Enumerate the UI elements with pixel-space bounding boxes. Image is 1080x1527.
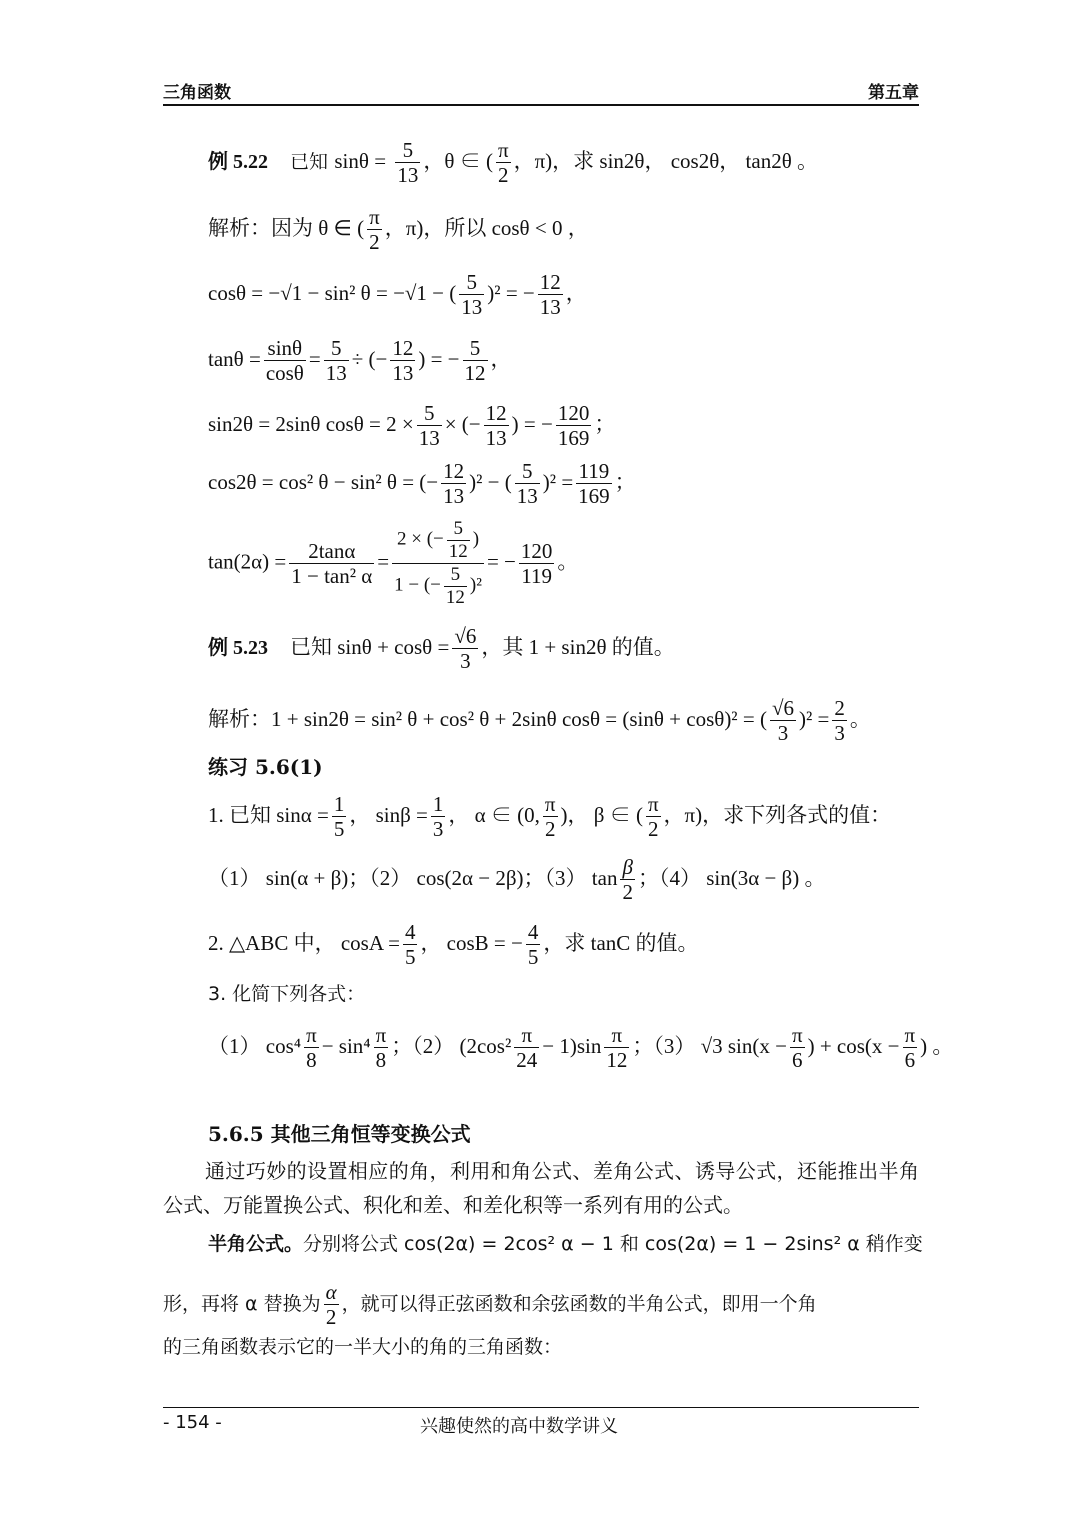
example-5-22: 例 5.22 已知 sinθ = $\frac{5}{13}$ ，θ ∈ ( $\frac{\pi}{2}$ ，π)，求 sin2θ， cos2θ， tan2θ 。 — [208, 138, 819, 188]
practice-question-2: 2. △ABC 中， cosA = $\frac{4}{5}$ ， cosB = − $\frac{4}{5}$ ，求 tanC 的值。 — [208, 920, 699, 970]
practice-title: 练习 5.6(1) — [208, 755, 323, 779]
page-number: - 154 - — [163, 1412, 222, 1433]
solution-5-22-line-6: tan(2α) = $\frac{2\tan\alpha}{\text{1 − tan² α}}$ = 2 × (− $\frac{5}{12}$ ) 1 − (− $\frac{5}{12}$ )² = − $\frac{120}{119}$ 。 — [208, 518, 579, 608]
practice-question-3: 3. 化简下列各式： — [208, 983, 366, 1005]
header-rule — [163, 104, 919, 106]
practice-question-3-subitems: （1） cos⁴ $\frac{\pi}{8}$ − sin⁴ $\frac{\pi}{8}$ ；（2） (2cos² $\frac{\pi}{24}$ − 1)sin $\frac{\pi}{12}$ ；（3） √3 sin(x − $\frac{\pi}{6}$ ) + cos(x − $\frac{\pi}{6}$ ) 。 — [208, 1023, 954, 1073]
example-label: 例 5.23 — [208, 637, 268, 660]
solution-5-22-line-1: 解析：因为 θ ∈ ( $\frac{\pi}{2}$ ，π)，所以 cosθ < 0 ， — [208, 205, 589, 255]
half-angle-term: 半角公式。 — [208, 1233, 304, 1255]
solution-5-23: 解析：1 + sin2θ = sin² θ + cos² θ + 2sinθ cosθ = (sinθ + cosθ)² = ( $\frac{√6}{3}$ )² = $\frac{2}{3}$ 。 — [208, 696, 871, 746]
header-chapter-topic: 三角函数 — [163, 83, 231, 103]
book-title: 兴趣使然的高中数学讲义 — [420, 1416, 618, 1437]
section-paragraph-2-line-3: 的三角函数表示它的一半大小的角的三角函数： — [163, 1336, 563, 1358]
example-label: 例 5.22 — [208, 151, 268, 174]
footer-rule — [163, 1407, 919, 1408]
practice-question-1-subitems: （1） sin(α + β)；（2） cos(2α − 2β)；（3） tan $\frac{\beta}{2}$ ；（4） sin(3α − β) 。 — [208, 855, 826, 905]
section-paragraph-1: 通过巧妙的设置相应的角，利用和角公式、差角公式、诱导公式，还能推出半角公式、万能置换公式、积化和差、和差化积等一系列有用的公式。 — [163, 1159, 919, 1217]
section-paragraph-2-line-1: 半角公式。分别将公式 cos(2α) = 2cos² α − 1 和 cos(2α) = 1 − 2sins² α 稍作变 — [208, 1233, 923, 1255]
section-paragraph-2-line-2: 形，再将 α 替换为 $\frac{\alpha}{2}$ ，就可以得正弦函数和余弦函数的半角公式，即用一个角 — [163, 1280, 817, 1330]
example-5-23: 例 5.23 已知 sinθ + cosθ = $\frac{√6}{3}$ ，其 1 + sin2θ 的值。 — [208, 624, 675, 674]
solution-5-22-line-4: sin2θ = 2sinθ cosθ = 2 × $\frac{5}{13}$ × (− $\frac{12}{13}$ ) = − $\frac{120}{169}$ ； — [208, 401, 616, 451]
solution-5-22-line-3: tanθ = $\frac{\sin\theta}{\cos\theta}$ = $\frac{5}{13}$ ÷ (− $\frac{12}{13}$ ) = − $\frac{5}{12}$ ， — [208, 336, 512, 386]
practice-question-1: 1. 已知 sinα = $\frac{1}{5}$ ， sinβ = $\frac{1}{3}$ ， α ∈ (0, $\frac{\pi}{2}$ )， β ∈ ( $\frac{\pi}{2}$ ，π)，求下列各式的值： — [208, 792, 892, 842]
header-chapter-number: 第五章 — [868, 83, 919, 103]
solution-5-22-line-2: cosθ = −√1 − sin² θ = −√1 − ( $\frac{5}{13}$ )² = − $\frac{12}{13}$ ， — [208, 270, 587, 320]
solution-5-22-line-5: cos2θ = cos² θ − sin² θ = (− $\frac{12}{13}$ )² − ( $\frac{5}{13}$ )² = $\frac{119}{169}$ ； — [208, 459, 636, 509]
section-title: 5.6.5 其他三角恒等变换公式 — [208, 1122, 471, 1146]
